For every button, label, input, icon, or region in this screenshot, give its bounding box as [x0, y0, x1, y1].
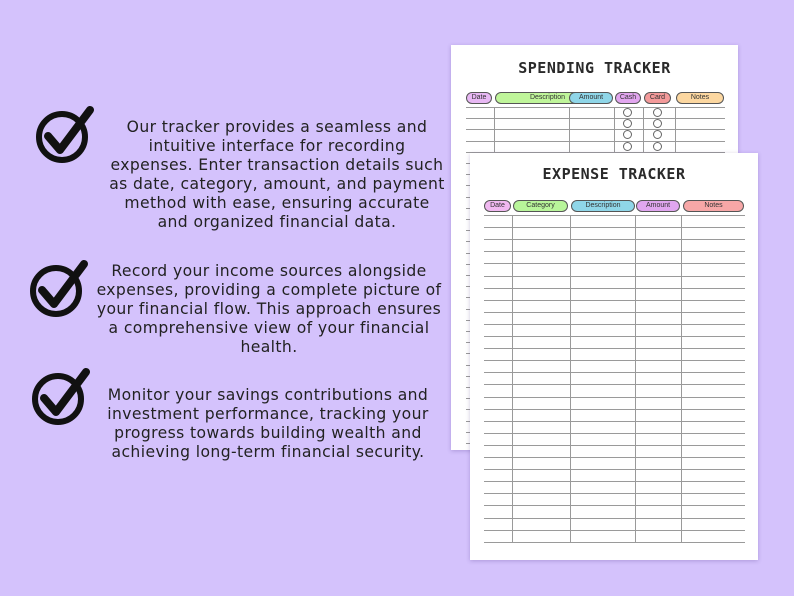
spending-tracker-title: SPENDING TRACKER — [518, 59, 671, 77]
expense-column-divider — [570, 215, 571, 542]
expense-row-line — [484, 251, 745, 252]
feature-2-text: Record your income sources alongside expenses, providing a complete picture of your financial flow. This approach ensures a comprehensive view of your financial health. — [96, 262, 442, 356]
spending-column-amount: Amount — [569, 92, 613, 104]
payment-checkbox[interactable] — [653, 119, 662, 128]
expense-row-line — [484, 276, 745, 277]
expense-row-line — [484, 397, 745, 398]
feature-3-text: Monitor your savings contributions and investment performance, tracking your progress towards building wealth and achieving long-term financial security. — [107, 386, 429, 461]
expense-row-line — [484, 530, 745, 531]
payment-checkbox[interactable] — [623, 119, 632, 128]
expense-column-divider — [681, 215, 682, 542]
expense-row-line — [484, 518, 745, 519]
spending-row-line — [466, 129, 725, 130]
expense-row-line — [484, 215, 745, 216]
spending-column-card: Card — [644, 92, 671, 104]
expense-row-line — [484, 505, 745, 506]
expense-row-line — [484, 227, 745, 228]
expense-row-line — [484, 300, 745, 301]
expense-row-line — [484, 542, 745, 543]
payment-checkbox[interactable] — [653, 130, 662, 139]
expense-row-line — [484, 239, 745, 240]
expense-row-line — [484, 288, 745, 289]
expense-tracker-sheet — [470, 153, 758, 560]
expense-row-line — [484, 384, 745, 385]
expense-column-description: Description — [571, 200, 635, 212]
expense-row-line — [484, 324, 745, 325]
payment-checkbox[interactable] — [623, 108, 632, 117]
expense-row-line — [484, 445, 745, 446]
spending-column-cash: Cash — [615, 92, 641, 104]
expense-column-notes: Notes — [683, 200, 744, 212]
expense-column-divider — [635, 215, 636, 542]
spending-row-line — [466, 107, 725, 108]
expense-row-line — [484, 336, 745, 337]
expense-row-line — [484, 348, 745, 349]
expense-row-line — [484, 263, 745, 264]
expense-column-category: Category — [513, 200, 568, 212]
spending-column-date: Date — [466, 92, 492, 104]
expense-row-line — [484, 421, 745, 422]
expense-row-line — [484, 409, 745, 410]
check-circle-icon — [34, 104, 96, 166]
expense-column-amount: Amount — [636, 200, 680, 212]
spending-column-notes: Notes — [676, 92, 724, 104]
expense-row-line — [484, 457, 745, 458]
expense-row-line — [484, 372, 745, 373]
expense-column-divider — [512, 215, 513, 542]
expense-tracker-title: EXPENSE TRACKER — [542, 165, 686, 183]
spending-row-line — [466, 141, 725, 142]
expense-row-line — [484, 481, 745, 482]
check-circle-icon — [28, 258, 90, 320]
expense-row-line — [484, 360, 745, 361]
payment-checkbox[interactable] — [653, 142, 662, 151]
expense-row-line — [484, 312, 745, 313]
feature-1-text: Our tracker provides a seamless and intuitive interface for recording expenses. Enter transaction details such as date, category, amount, and payment method with ease, ensuring accurate and organized financial data. — [109, 118, 445, 231]
payment-checkbox[interactable] — [623, 142, 632, 151]
spending-row-line — [466, 118, 725, 119]
payment-checkbox[interactable] — [653, 108, 662, 117]
expense-row-line — [484, 493, 745, 494]
expense-column-date: Date — [484, 200, 511, 212]
expense-row-line — [484, 469, 745, 470]
expense-row-line — [484, 433, 745, 434]
spending-column-description: Description — [495, 92, 600, 104]
payment-checkbox[interactable] — [623, 130, 632, 139]
check-circle-icon — [30, 366, 92, 428]
